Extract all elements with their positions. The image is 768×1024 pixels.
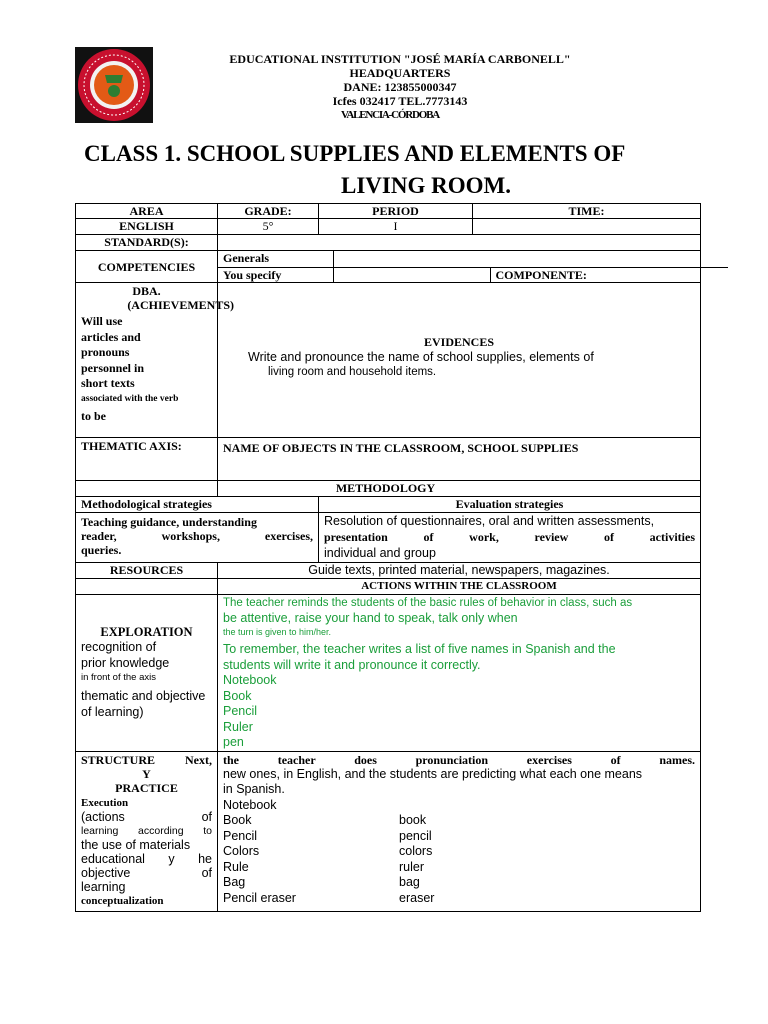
dba-line: to be bbox=[81, 409, 106, 423]
actions-label: ACTIONS WITHIN THE CLASSROOM bbox=[218, 579, 701, 595]
vocab-es: Pencil bbox=[223, 828, 258, 843]
eval-line: presentation of work, review of activities bbox=[324, 530, 695, 544]
generals-value bbox=[333, 251, 728, 267]
evidence-item bbox=[248, 349, 695, 365]
vocab-es: Pencil eraser bbox=[223, 890, 296, 905]
exploration-text-small: the turn is given to him/her. bbox=[223, 627, 332, 637]
dba-line: articles and bbox=[81, 329, 141, 344]
eval-line: Resolution of questionnaires, oral and written assessments, bbox=[324, 514, 655, 528]
institution-location: VALENCIA-CÓRDOBA bbox=[341, 109, 439, 121]
structure-label: Y bbox=[142, 766, 151, 781]
institution-name: EDUCATIONAL INSTITUTION "JOSÉ MARÍA CARBONELL" bbox=[229, 52, 571, 66]
competencies-subtable bbox=[218, 251, 728, 282]
dba-cell bbox=[76, 283, 234, 438]
exploration-text: The teacher reminds the students of the basic rules of behavior in class, such as bbox=[223, 597, 633, 609]
grade-label: GRADE: bbox=[218, 204, 319, 219]
vocab-en: ruler bbox=[399, 859, 425, 874]
competencies-cell bbox=[218, 251, 701, 283]
exploration-item: Pencil bbox=[223, 704, 258, 718]
page-title-continued: LIVING ROOM. bbox=[341, 173, 511, 198]
structure-label: PRACTICE bbox=[115, 780, 178, 795]
exploration-cell bbox=[76, 595, 218, 752]
execution-line: learning bbox=[81, 879, 126, 894]
exploration-label: EXPLORATION bbox=[100, 625, 193, 639]
exploration-line: thematic and objective bbox=[81, 689, 206, 703]
evidences-cell bbox=[218, 283, 701, 438]
institution-headquarters: HEADQUARTERS bbox=[349, 66, 451, 80]
vocab-pair bbox=[223, 829, 695, 845]
eval-line: individual and group bbox=[324, 546, 436, 560]
structure-label: STRUCTURE Next, bbox=[81, 752, 212, 767]
vocab-es: Bag bbox=[223, 875, 246, 889]
vocab-pair bbox=[223, 875, 695, 891]
execution-line: learning according to bbox=[81, 824, 212, 837]
evidence-line: Write and pronounce the name of school supplies, elements of bbox=[248, 350, 594, 364]
actions-blank bbox=[76, 579, 218, 595]
lesson-plan-table bbox=[75, 203, 701, 912]
thematic-value: NAME OF OBJECTS IN THE CLASSROOM, SCHOOL SUPPLIES bbox=[218, 438, 701, 481]
thematic-label: THEMATIC AXIS: bbox=[76, 438, 218, 481]
period-value: I bbox=[319, 219, 473, 235]
time-value bbox=[473, 219, 701, 235]
you-specify-label: You specify bbox=[218, 267, 333, 282]
dba-text bbox=[81, 314, 212, 425]
exploration-text: students will write it and pronounce it correctly. bbox=[223, 658, 481, 672]
vocab-word: Notebook bbox=[223, 797, 277, 812]
structure-text: in Spanish. bbox=[223, 782, 285, 796]
exploration-line-small: in front of the axis bbox=[81, 672, 156, 683]
structure-text: new ones, in English, and the students are predicting what each one means bbox=[223, 766, 643, 781]
period-label: PERIOD bbox=[319, 204, 473, 219]
exploration-line: recognition of bbox=[81, 640, 157, 654]
method-strat-label: Methodological strategies bbox=[76, 497, 319, 513]
execution-line: (actions of bbox=[81, 809, 212, 824]
evidence-line: living room and household items. bbox=[268, 366, 437, 378]
structure-content bbox=[218, 751, 701, 911]
grade-value: 5° bbox=[218, 219, 319, 235]
standards-label: STANDARD(S): bbox=[76, 235, 218, 251]
exploration-text: be attentive, raise your hand to speak, talk only when bbox=[223, 611, 518, 625]
method-line: queries. bbox=[81, 543, 122, 557]
standards-value bbox=[218, 235, 701, 251]
vocab-en: bag bbox=[399, 875, 420, 889]
area-label: AREA bbox=[76, 204, 218, 219]
method-line: Teaching guidance, understanding bbox=[81, 515, 257, 529]
vocab-en: book bbox=[399, 813, 427, 827]
dba-line: pronouns bbox=[81, 345, 130, 359]
generals-label: Generals bbox=[218, 251, 333, 267]
exploration-content bbox=[218, 595, 701, 752]
execution-line: educational y he bbox=[81, 851, 212, 866]
vocab-pair bbox=[223, 891, 695, 907]
competencies-label: COMPETENCIES bbox=[76, 251, 218, 283]
structure-text: the teacher does pronunciation exercises of names. bbox=[223, 752, 695, 767]
area-value: ENGLISH bbox=[76, 219, 218, 235]
componente-label: COMPONENTE: bbox=[495, 267, 587, 282]
dba-line: personnel in bbox=[81, 360, 145, 375]
exploration-item: pen bbox=[223, 735, 244, 749]
exploration-item: Book bbox=[223, 688, 252, 703]
execution-line: the use of materials bbox=[81, 837, 191, 852]
vocab-en: pencil bbox=[399, 828, 432, 843]
you-specify-value bbox=[333, 267, 490, 282]
dba-label: DBA. bbox=[132, 284, 161, 298]
exploration-line: of learning) bbox=[81, 705, 144, 719]
structure-cell bbox=[76, 751, 218, 911]
vocab-pair bbox=[223, 844, 695, 860]
conceptualization-label: conceptualization bbox=[81, 894, 164, 907]
eval-strat-label: Evaluation strategies bbox=[319, 497, 701, 513]
exploration-item: Notebook bbox=[223, 673, 277, 687]
dba-line: Will use bbox=[81, 314, 123, 328]
achievements-label: (ACHIEVEMENTS) bbox=[127, 298, 234, 312]
evidences-label: EVIDENCES bbox=[423, 335, 495, 349]
vocab-pair bbox=[223, 860, 695, 876]
vocab-en: eraser bbox=[399, 890, 435, 905]
exploration-item: Ruler bbox=[223, 719, 253, 734]
exploration-line: prior knowledge bbox=[81, 656, 170, 670]
resources-value: Guide texts, printed material, newspapers, magazines. bbox=[218, 563, 701, 579]
time-label: TIME: bbox=[473, 204, 701, 219]
vocab-es: Book bbox=[223, 813, 252, 827]
vocab-es: Rule bbox=[223, 859, 249, 874]
vocab-es: Colors bbox=[223, 844, 260, 858]
methodology-label: METHODOLOGY bbox=[147, 481, 630, 497]
school-logo bbox=[75, 47, 153, 123]
method-line: reader, workshops, exercises, bbox=[81, 529, 313, 543]
dba-line-small: associated with the verb bbox=[81, 393, 179, 404]
method-text bbox=[76, 513, 319, 563]
exploration-text: To remember, the teacher writes a list of five names in Spanish and the bbox=[223, 642, 616, 656]
dba-line: short texts bbox=[81, 376, 135, 390]
eval-text bbox=[319, 513, 701, 563]
institution-dane: DANE: 123855000347 bbox=[343, 80, 457, 94]
resources-label: RESOURCES bbox=[76, 563, 218, 579]
execution-label: Execution bbox=[81, 796, 129, 809]
vocab-en: colors bbox=[399, 844, 433, 858]
page-title: CLASS 1. SCHOOL SUPPLIES AND ELEMENTS OF bbox=[84, 141, 626, 166]
vocab-pair bbox=[223, 813, 695, 829]
institution-icfes: Icfes 032417 TEL.7773143 bbox=[332, 94, 468, 108]
execution-line: objective of bbox=[81, 865, 212, 880]
